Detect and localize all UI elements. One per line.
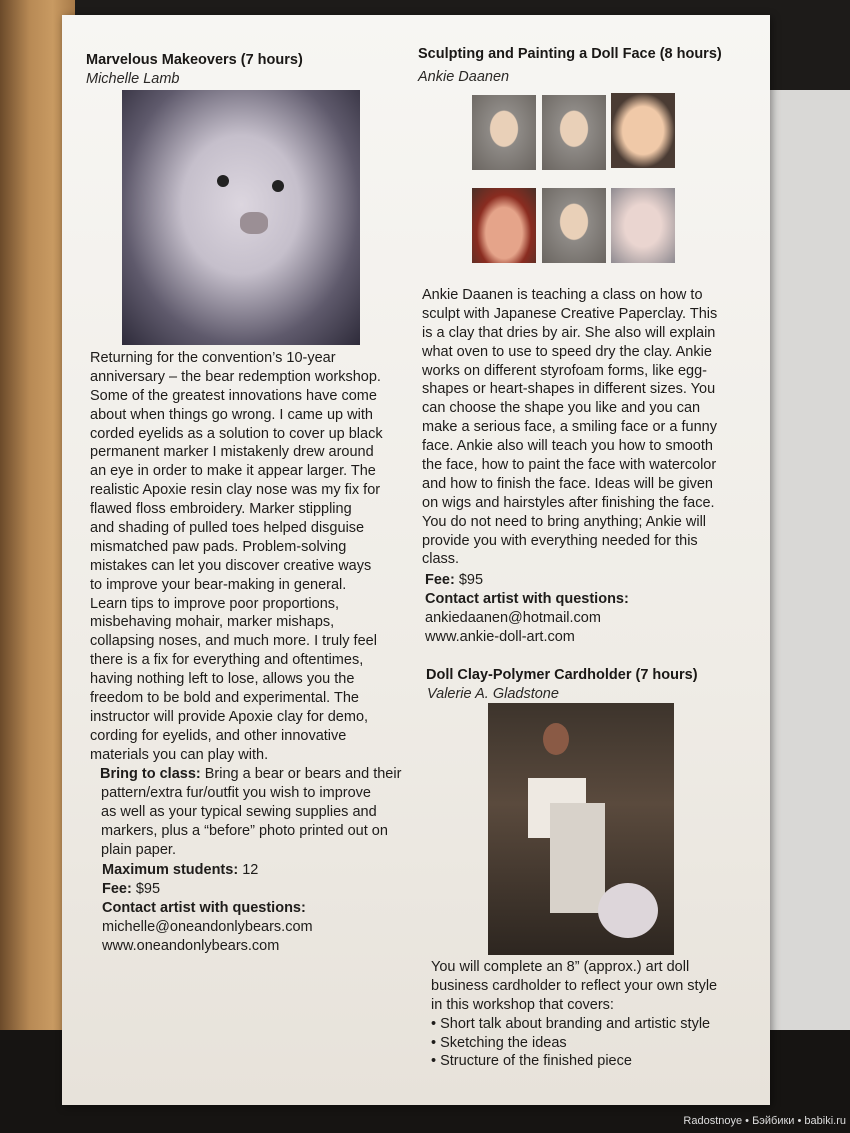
text-line: in this workshop that covers: (431, 996, 614, 1013)
text-line: • Structure of the finished piece (431, 1053, 632, 1070)
bring-label: Bring to class: (100, 766, 201, 782)
text-line: mistakes can let you discover creative ways (90, 557, 372, 574)
text-line: works on different styrofoam forms, like egg- (422, 362, 708, 379)
text-line: anniversary – the bear redemption workshop. (90, 368, 381, 385)
text-line: having nothing left to lose, allows you the (90, 671, 355, 688)
class-title: Sculpting and Painting a Doll Face (8 hours) (418, 46, 722, 62)
class-author: Michelle Lamb (86, 71, 180, 87)
class-description (431, 958, 717, 1071)
max-value: 12 (238, 862, 259, 878)
class-title: Doll Clay-Polymer Cardholder (7 hours) (426, 667, 698, 683)
text-line: plain paper. (101, 841, 176, 858)
text-line: You do not need to bring anything; Ankie will (422, 513, 707, 530)
text-line: markers, plus a “before” photo printed out on (101, 822, 388, 839)
class-description (90, 349, 383, 765)
text-line: can choose the shape you like and you can (422, 400, 701, 417)
text-line: business cardholder to reflect your own style (431, 977, 718, 994)
contact-label-text: Contact artist with questions: (102, 900, 306, 916)
text-line: instructor will provide Apoxie clay for demo, (90, 708, 369, 725)
text-line: provide you with everything needed for this (422, 532, 698, 549)
text-line: the face, how to paint the face with watercolor (422, 457, 717, 474)
text-line: flawed floss embroidery. Marker stippling (90, 501, 352, 518)
text-line: freedom to be bold and experimental. The (90, 690, 359, 707)
text-line: • Sketching the ideas (431, 1034, 567, 1051)
max-students (102, 861, 258, 880)
text-line: there is a fix for everything and oftentimes, (90, 652, 364, 669)
text-line: Returning for the convention’s 10-year (90, 350, 336, 366)
text-line: make a serious face, a smiling face or a funny (422, 419, 717, 436)
class-description (422, 286, 717, 569)
website: www.oneandonlybears.com (102, 938, 280, 954)
email: michelle@oneandonlybears.com (102, 919, 313, 935)
text-line: and how to finish the face. Ideas will be given (422, 475, 713, 492)
contact-label (425, 590, 629, 609)
text-line: cording for eyelids, and other innovative (90, 727, 347, 744)
text-line: about when things go wrong. I came up with (90, 406, 373, 423)
text-line: collapsing noses, and much more. I truly feel (90, 633, 377, 650)
text-line: Learn tips to improve poor proportions, (90, 595, 340, 612)
text-line: misbehaving mohair, marker mishaps, (90, 614, 335, 631)
email: ankiedaanen@hotmail.com (425, 610, 601, 626)
doll-face-photo (611, 188, 675, 263)
text-line: • Short talk about branding and artistic style (431, 1015, 711, 1032)
text-line: corded eyelids as a solution to cover up black (90, 425, 383, 442)
doll-face-photo (542, 95, 606, 170)
doll-face-photo (611, 93, 675, 168)
fee-value: $95 (131, 881, 161, 897)
doll-cardholder-photo (488, 703, 674, 955)
fee-label: Fee: (102, 881, 132, 897)
doll-face-photo (472, 95, 536, 170)
text-line: class. (422, 551, 460, 568)
bring-to-class (100, 765, 401, 784)
teddy-bear-photo (122, 90, 360, 345)
text-line: realistic Apoxie resin clay nose was my fix for (90, 482, 381, 499)
text-line: permanent marker I mistakenly drew around (90, 444, 374, 461)
text-line: face. Ankie also will teach you how to smooth (422, 438, 713, 455)
class-author: Ankie Daanen (418, 69, 510, 85)
text-line: to improve your bear-making in general. (90, 576, 347, 593)
text-line: shapes or heart-shapes in different sizes. You (422, 381, 716, 398)
text-line: on wigs and hairstyles after finishing the face. (422, 494, 715, 511)
website: www.ankie-doll-art.com (425, 629, 575, 645)
bring-to-class-text (101, 784, 388, 860)
doll-face-photo (472, 188, 536, 263)
text-line: an eye in order to make it appear larger. The (90, 463, 376, 480)
fee (425, 571, 483, 590)
text-line: what oven to use to speed dry the clay. Ankie (422, 343, 712, 360)
text-line: sculpt with Japanese Creative Paperclay. This (422, 305, 718, 322)
text-line: mismatched paw pads. Problem-solving (90, 538, 347, 555)
text-line: Some of the greatest innovations have come (90, 387, 377, 404)
doll-face-photo (542, 188, 606, 263)
text-line: Ankie Daanen is teaching a class on how to (422, 287, 703, 303)
class-title: Marvelous Makeovers (7 hours) (86, 52, 303, 68)
max-label: Maximum students: (102, 862, 239, 878)
text-line: You will complete an 8” (approx.) art doll (431, 959, 690, 975)
class-author: Valerie A. Gladstone (427, 686, 559, 702)
fee (102, 880, 160, 899)
text-line: is a clay that dries by air. She also will explain (422, 324, 716, 341)
fee-label: Fee: (425, 572, 455, 588)
fee-value: $95 (454, 572, 484, 588)
contact-label-text: Contact artist with questions: (425, 591, 629, 607)
text-line: as well as your typical sewing supplies and (101, 803, 377, 820)
watermark: Radostnoye • Бэйбики • babiki.ru (683, 1115, 846, 1127)
text-line: and shading of pulled toes helped disguise (90, 520, 365, 537)
contact-label (102, 899, 306, 918)
bring-text: Bring a bear or bears and their (200, 766, 402, 782)
text-line: materials you can play with. (90, 746, 269, 763)
text-line: pattern/extra fur/outfit you wish to improve (101, 785, 371, 801)
